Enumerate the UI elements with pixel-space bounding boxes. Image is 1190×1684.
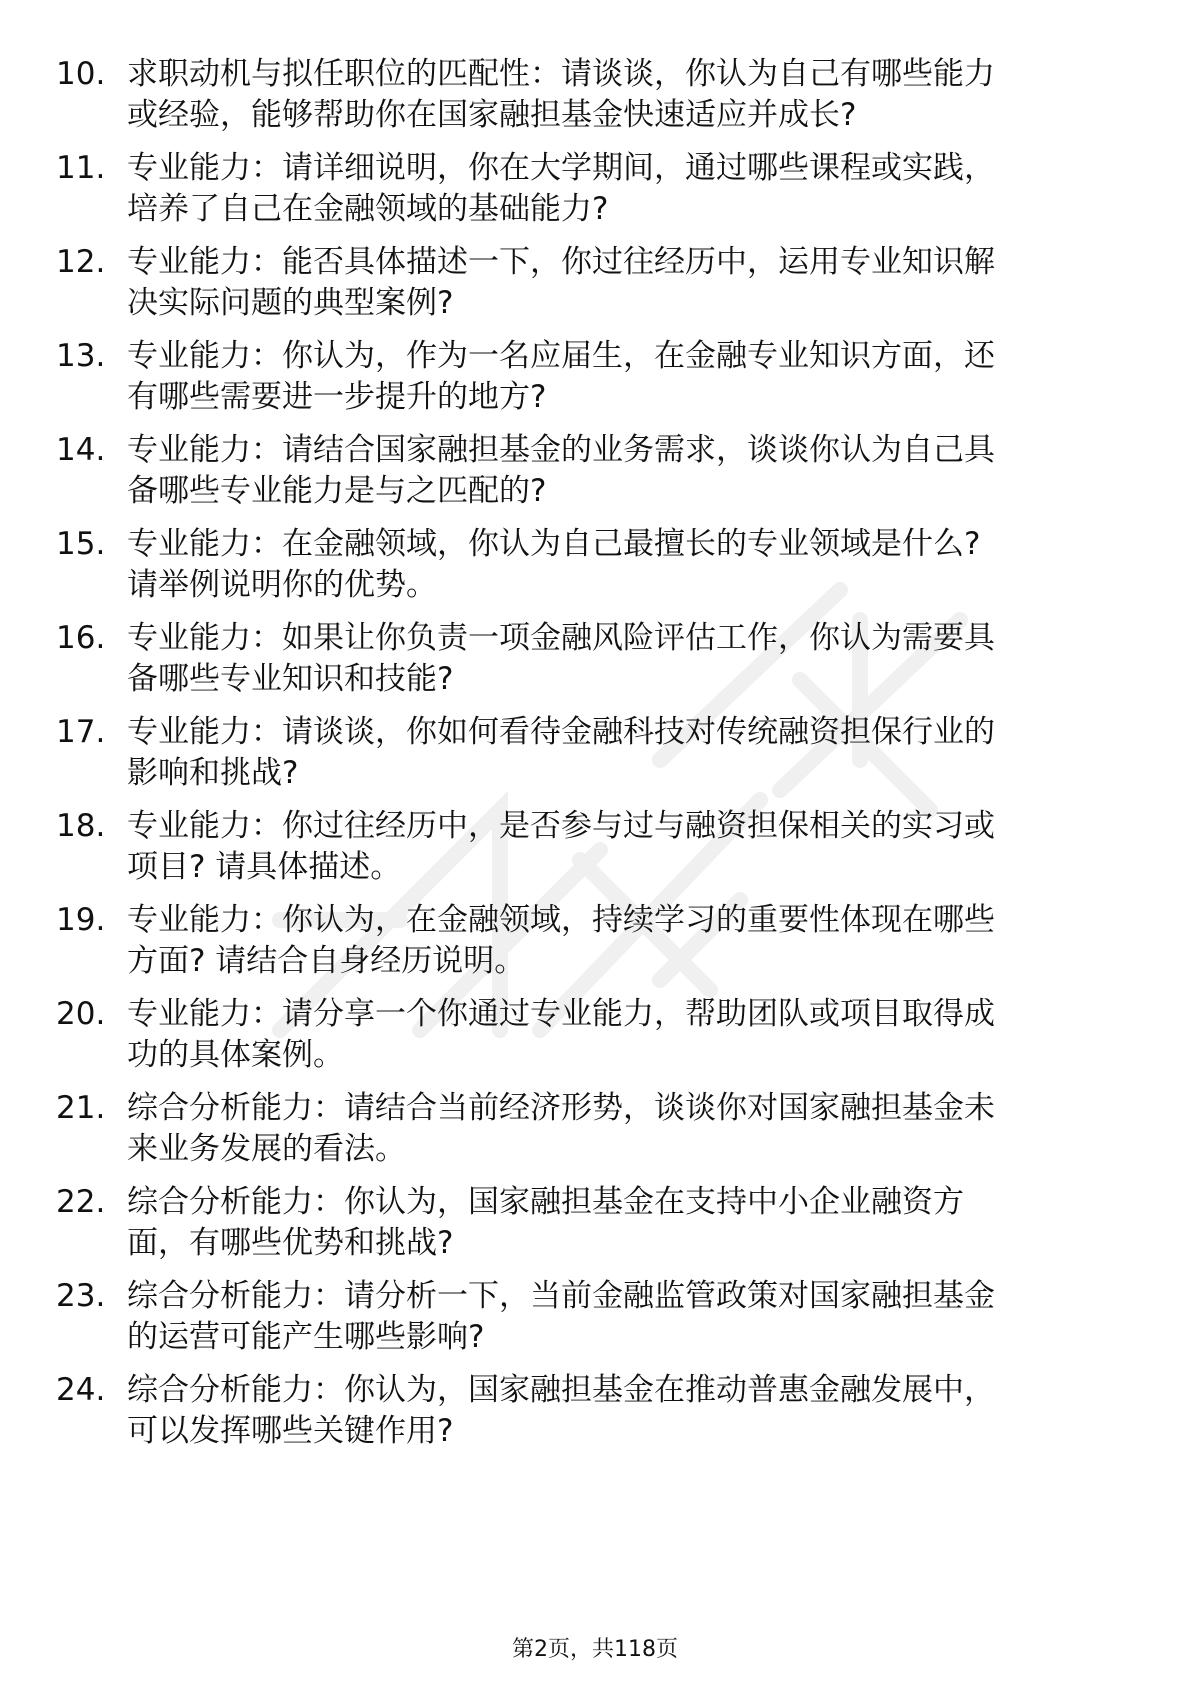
question-text <box>127 618 1127 700</box>
question-line: 方面? 请结合自身经历说明。 <box>127 943 526 979</box>
question-text <box>127 806 1127 888</box>
question-text <box>127 1276 1127 1358</box>
question-number: 18. <box>56 808 106 844</box>
question-line: 求职动机与拟任职位的匹配性：请谈谈，你认为自己有哪些能力 <box>127 56 995 92</box>
question-text <box>127 1088 1127 1170</box>
page-footer <box>0 1636 1190 1664</box>
question-number: 20. <box>56 996 106 1032</box>
question-line: 专业能力：如果让你负责一项金融风险评估工作，你认为需要具 <box>127 620 995 656</box>
question-number: 24. <box>56 1372 106 1408</box>
question-line: 来业务发展的看法。 <box>127 1131 406 1167</box>
question-line: 有哪些需要进一步提升的地方? <box>127 379 547 415</box>
question-line: 综合分析能力：请分析一下，当前金融监管政策对国家融担基金 <box>127 1278 995 1314</box>
question-line: 培养了自己在金融领域的基础能力? <box>127 191 609 227</box>
question-number: 17. <box>56 714 106 750</box>
question-number: 13. <box>56 338 106 374</box>
question-line: 的运营可能产生哪些影响? <box>127 1319 485 1355</box>
question-line: 专业能力：请谈谈，你如何看待金融科技对传统融资担保行业的 <box>127 714 995 750</box>
question-line: 专业能力：你过往经历中，是否参与过与融资担保相关的实习或 <box>127 808 995 844</box>
question-line: 备哪些专业知识和技能? <box>127 661 454 697</box>
question-line: 专业能力：你认为，在金融领域，持续学习的重要性体现在哪些 <box>127 902 995 938</box>
question-number: 22. <box>56 1184 106 1220</box>
question-number: 11. <box>56 150 106 186</box>
question-number: 14. <box>56 432 106 468</box>
question-line: 专业能力：请结合国家融担基金的业务需求，谈谈你认为自己具 <box>127 432 995 468</box>
question-line: 专业能力：请详细说明，你在大学期间，通过哪些课程或实践， <box>127 150 995 186</box>
question-line: 请举例说明你的优势。 <box>127 567 437 603</box>
question-number: 16. <box>56 620 106 656</box>
question-line: 综合分析能力：你认为，国家融担基金在推动普惠金融发展中， <box>127 1372 995 1408</box>
question-line: 决实际问题的典型案例? <box>127 285 454 321</box>
question-text <box>127 712 1127 794</box>
question-line: 功的具体案例。 <box>127 1037 344 1073</box>
question-number: 12. <box>56 244 106 280</box>
question-line: 或经验，能够帮助你在国家融担基金快速适应并成长? <box>127 97 857 133</box>
question-line: 可以发挥哪些关键作用? <box>127 1413 454 1449</box>
question-text <box>127 1370 1127 1452</box>
question-text <box>127 336 1127 418</box>
question-line: 综合分析能力：你认为，国家融担基金在支持中小企业融资方 <box>127 1184 964 1220</box>
question-line: 专业能力：你认为，作为一名应届生，在金融专业知识方面，还 <box>127 338 995 374</box>
question-line: 备哪些专业能力是与之匹配的? <box>127 473 547 509</box>
question-text <box>127 148 1127 230</box>
question-text <box>127 994 1127 1076</box>
question-line: 专业能力：在金融领域，你认为自己最擅长的专业领域是什么? <box>127 526 981 562</box>
question-line: 面，有哪些优势和挑战? <box>127 1225 454 1261</box>
question-text <box>127 430 1127 512</box>
question-text <box>127 1182 1127 1264</box>
question-text <box>127 524 1127 606</box>
question-line: 综合分析能力：请结合当前经济形势，谈谈你对国家融担基金未 <box>127 1090 995 1126</box>
question-line: 专业能力：请分享一个你通过专业能力，帮助团队或项目取得成 <box>127 996 995 1032</box>
question-text <box>127 900 1127 982</box>
question-line: 项目? 请具体描述。 <box>127 849 402 885</box>
question-number: 23. <box>56 1278 106 1314</box>
question-line: 专业能力：能否具体描述一下，你过往经历中，运用专业知识解 <box>127 244 995 280</box>
question-text <box>127 242 1127 324</box>
question-number: 15. <box>56 526 106 562</box>
page-number-label: 第2页，共118页 <box>512 1637 678 1662</box>
question-number: 10. <box>56 56 106 92</box>
question-number: 19. <box>56 902 106 938</box>
question-text <box>127 54 1127 136</box>
question-line: 影响和挑战? <box>127 755 299 791</box>
question-number: 21. <box>56 1090 106 1126</box>
